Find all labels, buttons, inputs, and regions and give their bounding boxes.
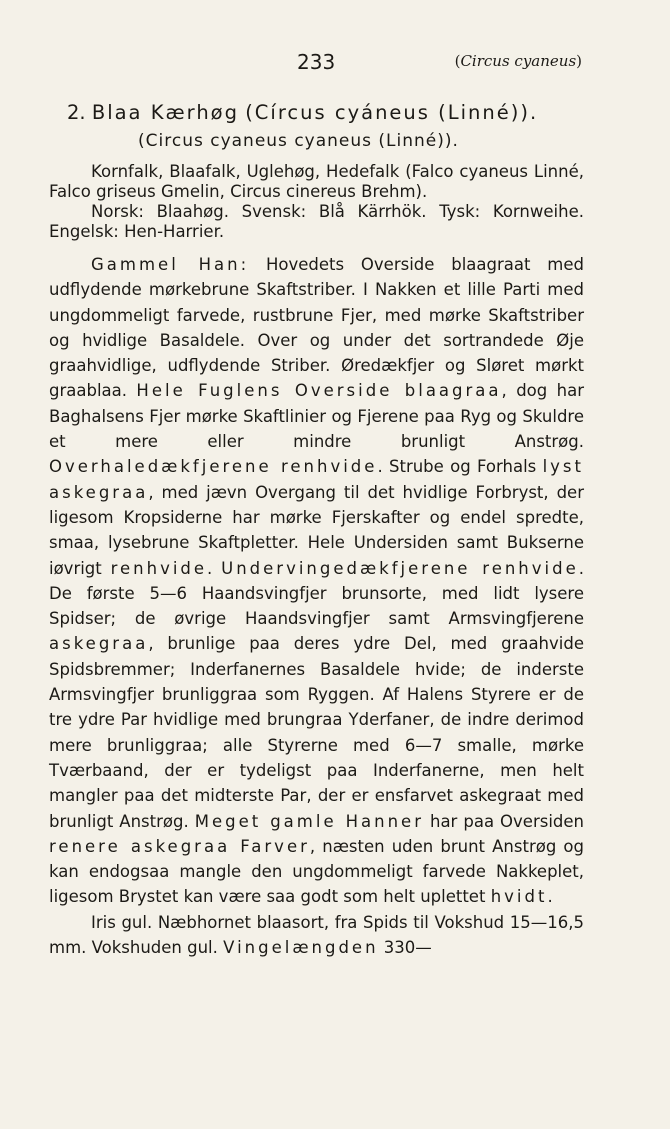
- spaced-text-3: lyst askegraa: [49, 457, 584, 502]
- running-head: [0, 50, 670, 78]
- spaced-vingelaengden: Vingelængden: [223, 938, 379, 958]
- species-heading: [49, 98, 584, 128]
- spaced-text-1: Hele Fuglens Overside blaagraa: [136, 381, 502, 401]
- running-title-species: Circus cyaneus: [460, 52, 577, 70]
- body-text-2: , dog har Baghalsens Fjer mørke Skaftlinier og Fjerene paa Ryg og Skuldre et mere eller mindre brunligt Anstrøg.: [49, 381, 584, 452]
- species-number: 2.: [67, 101, 86, 124]
- body-text-4: , med jævn Overgang til det hvidlige Forbryst, der ligesom Kropsiderne har mørke Fjerskafter og endel spredte, smaa, lysebrune Skaftpletter. Hele Undersiden samt Bukserne iøvrigt: [49, 482, 584, 578]
- spaced-text-4: renhvide: [110, 558, 208, 578]
- species-latin-name: (Círcus cyáneus (Linné)).: [245, 101, 539, 124]
- body-text-6: . De første 5—6 Haandsvingfjer brunsorte, med lidt lysere Spidser; de øvrige Haandsvingfjer samt Armsvingfjerene: [49, 558, 584, 629]
- measure-text-1: Iris gul. Næbhornet blaasort, fra Spids til Vokshud 15—16,5 mm. Vokshuden gul.: [49, 912, 584, 958]
- spaced-text-9: hvidt: [490, 887, 548, 907]
- description-adult-male: [49, 252, 584, 910]
- page-content: [49, 98, 584, 960]
- page-number: 233: [297, 50, 336, 74]
- body-text-5: .: [207, 558, 222, 578]
- running-title: (Circus cyaneus): [454, 52, 582, 70]
- spaced-text-8: renere askegraa Farver: [49, 836, 310, 856]
- measure-text-2: 330—: [378, 938, 432, 958]
- vernacular-names-paragraph: [49, 202, 584, 242]
- section-lead-gammel-han: Gammel Han:: [91, 255, 250, 274]
- body-text-7: , brunlige paa deres ydre Del, med graahvide Spidsbremmer; Inderfanernes Basaldele hvide; de inderste Armsvingfjer brunliggraa som Ryggen. Af Halens Styrere er de tre ydre Par hvidlige med brungraa Yderfaner, de indre derimod mere brunliggraa; alle Styrerne med 6—7 smalle, mørke Tværbaand, der er tydeligst paa Inderfanerne, men helt mangler paa det midterste Par, der er ensfarvet askegraat med brunligt Anstrøg.: [49, 634, 584, 831]
- body-text-9: , næsten uden brunt Anstrøg og kan endogsaa mangle den ungdommeligt farvede Nakkeplet, ligesom Brystet kan være saa godt som helt uplettet: [49, 836, 585, 907]
- body-text-3: . Strube og Forhals: [377, 457, 543, 477]
- spaced-text-6: askegraa: [49, 634, 149, 654]
- vernacular-engelsk-name: Hen-Harrier.: [124, 222, 225, 241]
- body-text-10: .: [547, 887, 553, 907]
- vernacular-svensk-label: Blaahøg. Svensk:: [156, 202, 319, 221]
- spaced-text-2: Overhaledækfjerene renhvide: [49, 457, 378, 477]
- species-name: Blaa Kærhøg: [91, 101, 239, 124]
- vernacular-norsk-label: Norsk:: [91, 202, 157, 221]
- description-measurements: [49, 910, 584, 961]
- subspecies-heading: (Circus cyaneus cyaneus (Linné)).: [138, 131, 459, 151]
- synonyms-paragraph: Kornfalk, Blaafalk, Uglehøg, Hedefalk (Falco cyaneus Linné, Falco griseus Gmelin, Circus cinereus Brehm).: [49, 162, 584, 201]
- body-text-1: Hovedets Overside blaagraat med udflydende mørkebrune Skaftstriber. I Nakken et lille Parti med ungdommeligt farvede, rustbrune Fjer, med mørke Skaftstriber og hvidlige Basaldele. Over og under det sortrandede Øje graahvidlige, udflydende Striber. Øredækfjer og Sløret mørkt graablaa.: [49, 255, 585, 401]
- spaced-text-7: Meget gamle Hanner: [194, 811, 424, 831]
- spaced-text-5: Undervingedækfjerene renhvide: [221, 558, 579, 578]
- vernacular-tysk-label: Blå Kärrhök. Tysk:: [318, 202, 493, 221]
- vernacular-engelsk-label: Kornweihe. Engelsk:: [49, 202, 584, 241]
- body-text-8: har paa Oversiden: [423, 811, 585, 831]
